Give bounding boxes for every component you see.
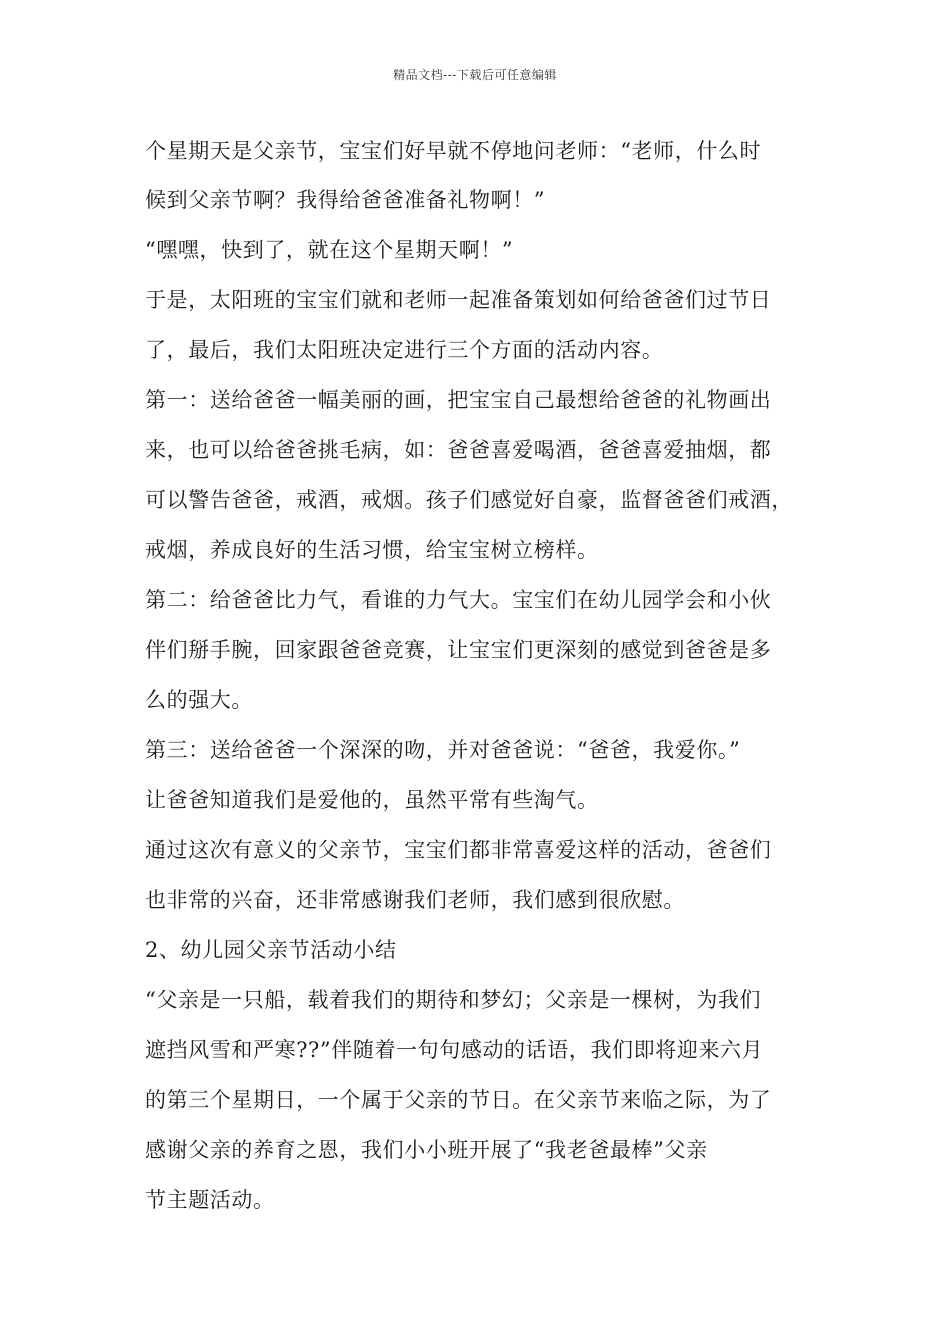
- text-line: 第二：给爸爸比力气，看谁的力气大。宝宝们在幼儿园学会和小伙: [145, 588, 772, 612]
- text-line: 可以警告爸爸，戒酒，戒烟。孩子们感觉好自豪，监督爸爸们戒酒，: [145, 488, 793, 512]
- text-line: 节主题活动。: [145, 1188, 275, 1212]
- section-heading: 2、幼儿园父亲节活动小结: [145, 938, 397, 962]
- text-line: “父亲是一只船，载着我们的期待和梦幻；父亲是一棵树，为我们: [145, 988, 762, 1012]
- text-line: 了，最后，我们太阳班决定进行三个方面的活动内容。: [145, 338, 664, 362]
- text-line: 么的强大。: [145, 688, 253, 712]
- page-header: 精品文档---下载后可任意编辑: [393, 68, 557, 82]
- text-line: 个星期天是父亲节，宝宝们好早就不停地问老师：“老师，什么时: [145, 139, 762, 163]
- text-line: 伴们掰手腕，回家跟爸爸竞赛，让宝宝们更深刻的感觉到爸爸是多: [145, 638, 772, 662]
- text-line: 第一：送给爸爸一幅美丽的画，把宝宝自己最想给爸爸的礼物画出: [145, 388, 772, 412]
- text-line: 让爸爸知道我们是爱他的，虽然平常有些淘气。: [145, 788, 599, 812]
- text-line: “嘿嘿，快到了，就在这个星期天啊！”: [145, 238, 514, 262]
- text-line: 感谢父亲的养育之恩，我们小小班开展了“我老爸最棒”父亲: [145, 1138, 708, 1162]
- text-line: 也非常的兴奋，还非常感谢我们老师，我们感到很欣慰。: [145, 888, 685, 912]
- text-line: 于是，太阳班的宝宝们就和老师一起准备策划如何给爸爸们过节日: [145, 288, 772, 312]
- text-line: 遮挡风雪和严寒??”伴随着一句句感动的话语，我们即将迎来六月: [145, 1038, 764, 1062]
- text-line: 来，也可以给爸爸挑毛病，如：爸爸喜爱喝酒，爸爸喜爱抽烟，都: [145, 438, 772, 462]
- text-line: 候到父亲节啊？我得给爸爸准备礼物啊！”: [145, 188, 546, 212]
- text-line: 第三：送给爸爸一个深深的吻，并对爸爸说：“爸爸，我爱你。”: [145, 738, 741, 762]
- text-line: 戒烟，养成良好的生活习惯，给宝宝树立榜样。: [145, 538, 599, 562]
- text-line: 通过这次有意义的父亲节，宝宝们都非常喜爱这样的活动，爸爸们: [145, 838, 772, 862]
- text-line: 的第三个星期日，一个属于父亲的节日。在父亲节来临之际，为了: [145, 1088, 772, 1112]
